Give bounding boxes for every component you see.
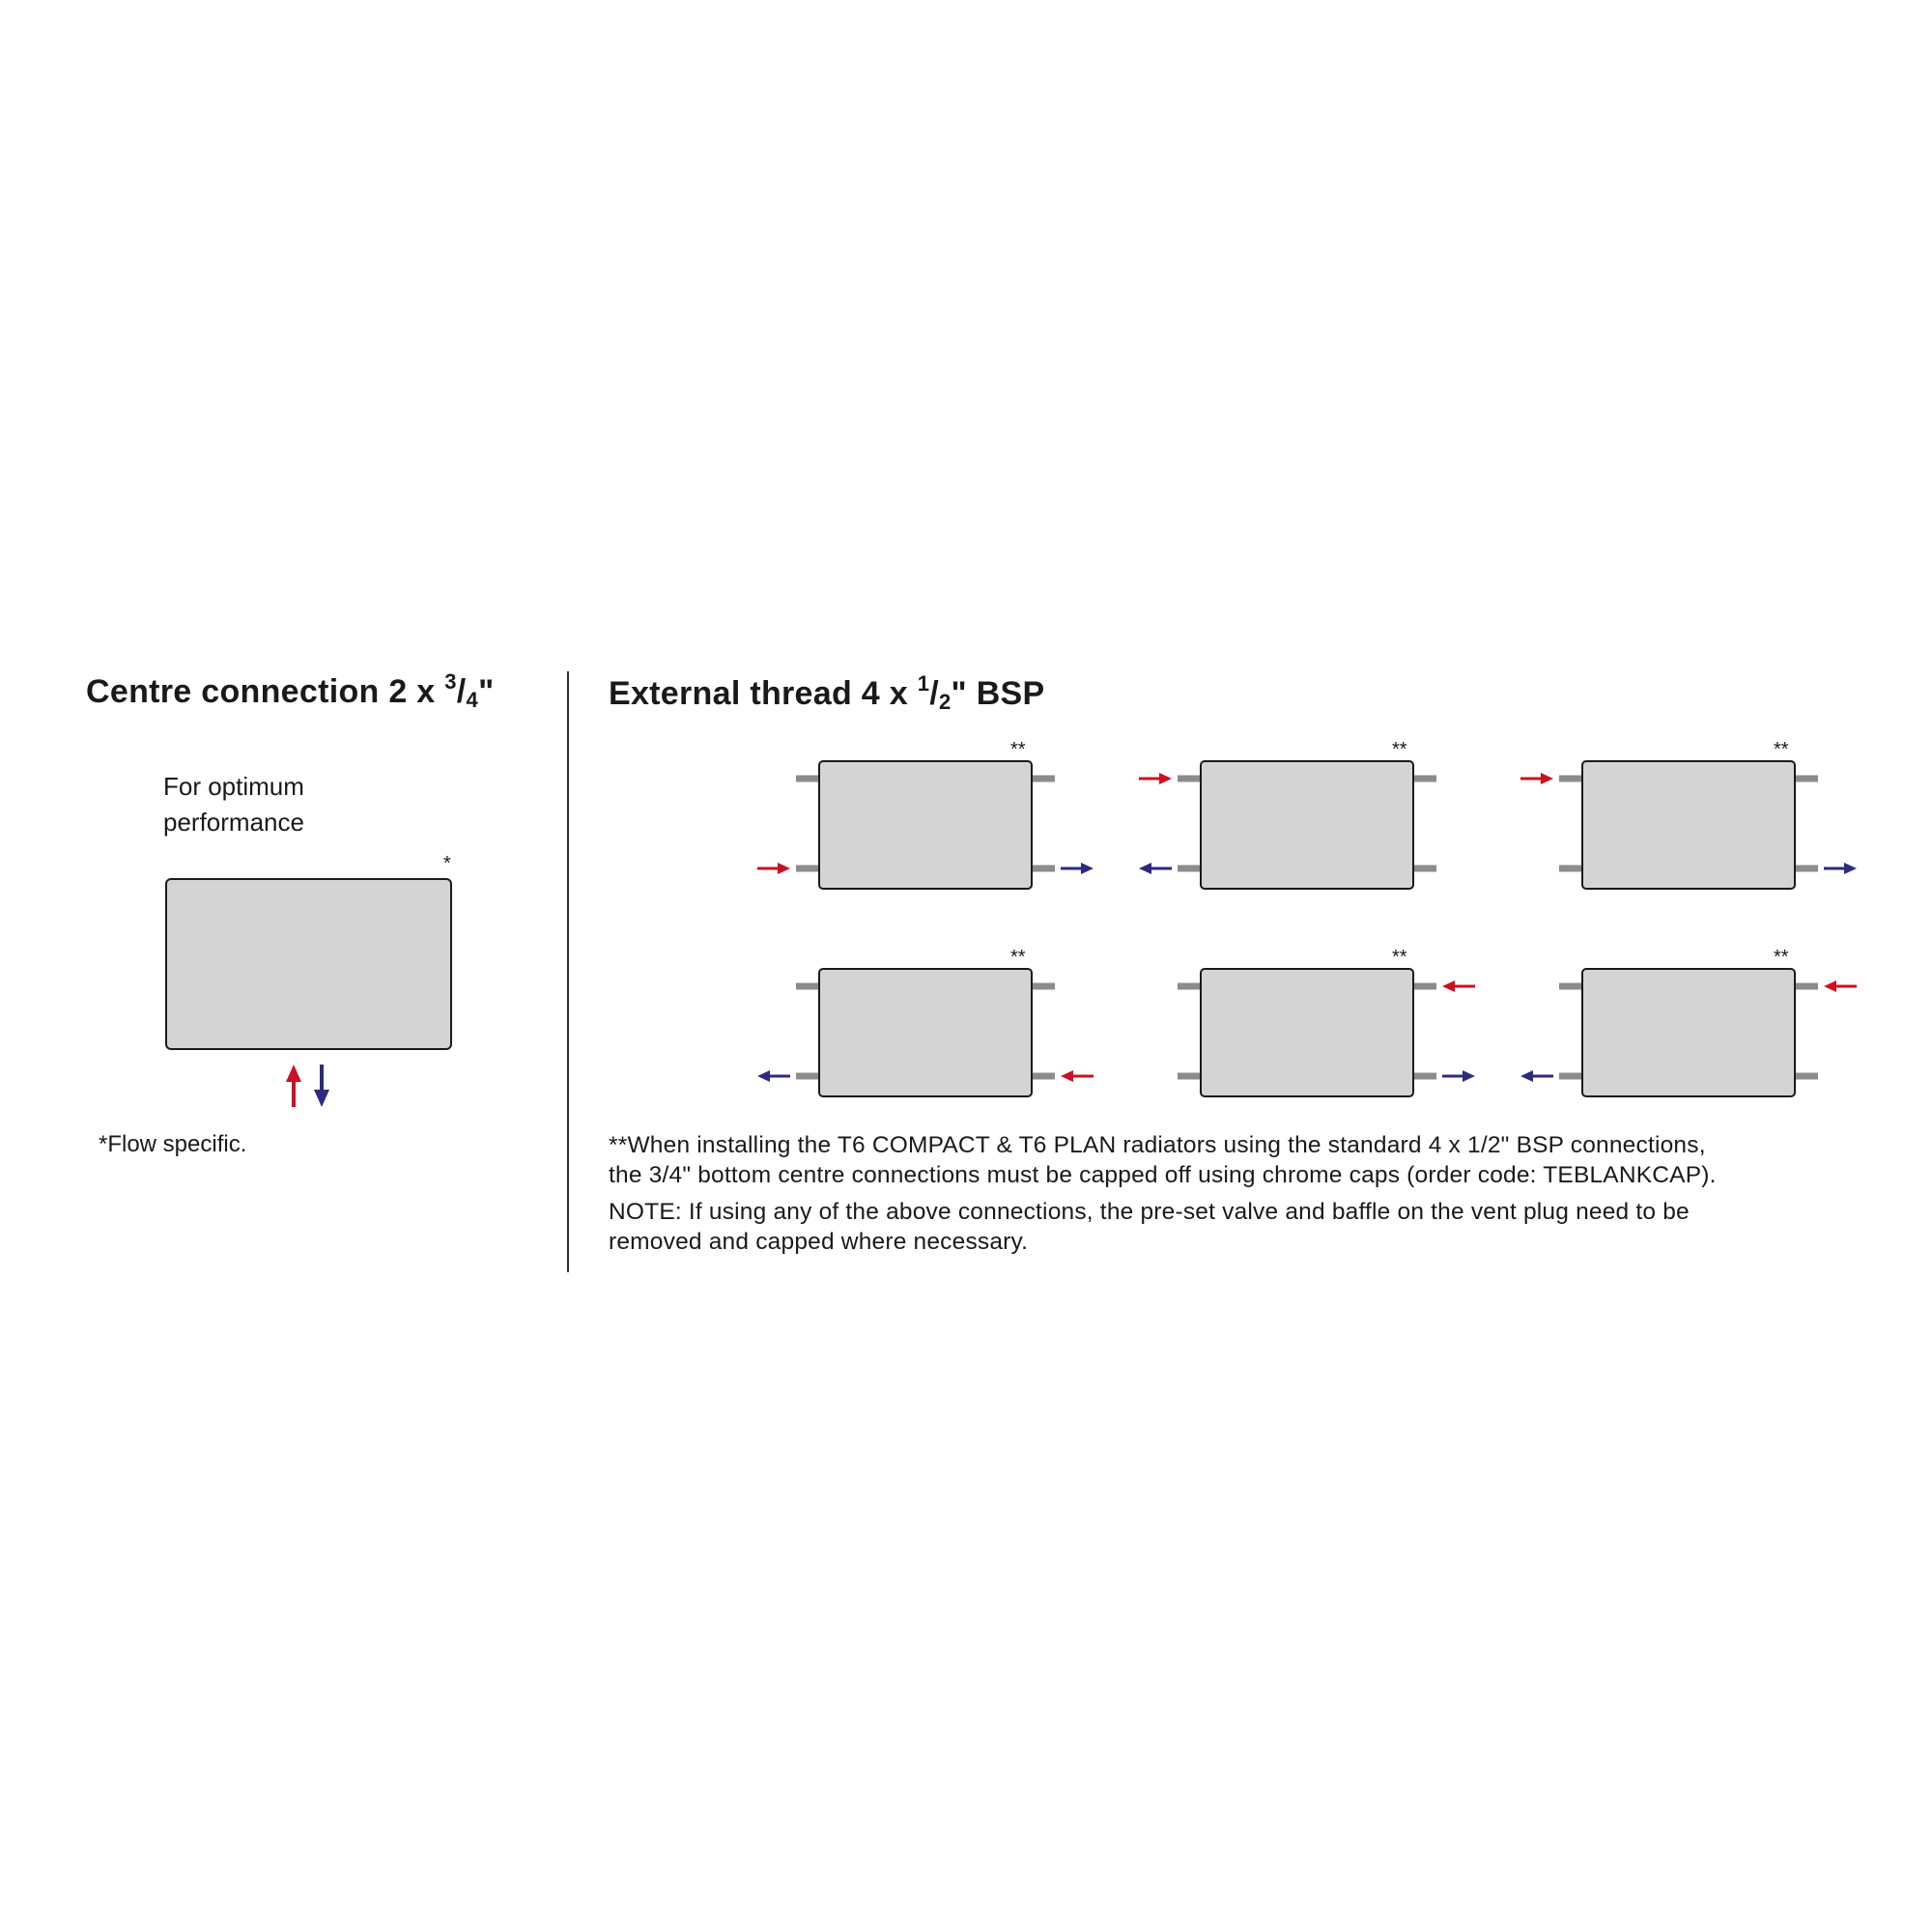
radiator-panel — [1582, 761, 1795, 889]
radiator-asterisk: ** — [1774, 739, 1789, 760]
radiator-diagram-1 — [757, 739, 1094, 889]
external-title-slash: / — [929, 675, 939, 712]
pipe-stub-bottom-right — [1032, 866, 1055, 872]
return-arrow-bottom-left — [1139, 863, 1172, 874]
capping-note — [609, 1130, 1717, 1190]
capping-note-line-1: **When installing the T6 COMPACT & T6 PLAN radiators using the standard 4 x 1/2" BSP connections, — [609, 1132, 1706, 1158]
optimum-line-2: performance — [163, 808, 304, 837]
radiator-diagram-3 — [1520, 739, 1857, 889]
radiator-diagram-2 — [1139, 739, 1436, 889]
external-title-tail: " BSP — [951, 675, 1045, 712]
return-arrow-bottom-left — [757, 1070, 790, 1082]
vent-plug-note-line-1: NOTE: If using any of the above connections, the pre-set valve and baffle on the vent plug need to be — [609, 1199, 1690, 1225]
radiator-asterisk: ** — [1392, 947, 1407, 968]
pipe-stub-top-right — [1413, 983, 1436, 990]
pipe-stub-bottom-right — [1795, 866, 1818, 872]
flow-arrow-bottom-right — [1061, 1070, 1094, 1082]
radiator-panel — [1582, 969, 1795, 1096]
pipe-stub-top-left — [1178, 776, 1201, 782]
centre-title-main: Centre connection 2 x — [86, 673, 445, 710]
pipe-stub-top-left — [1559, 983, 1582, 990]
vent-plug-note-line-2: removed and capped where necessary. — [609, 1229, 1029, 1255]
vent-plug-note — [609, 1197, 1690, 1257]
pipe-stub-top-left — [796, 983, 819, 990]
pipe-stub-top-left — [1178, 983, 1201, 990]
radiator-diagram-5 — [1178, 947, 1475, 1096]
capping-note-line-2: the 3/4" bottom centre connections must be capped off using chrome caps (order code: TEBLANKCAP). — [609, 1162, 1717, 1188]
pipe-stub-top-right — [1032, 776, 1055, 782]
radiator-asterisk: ** — [1774, 947, 1789, 968]
pipe-stub-bottom-right — [1795, 1073, 1818, 1080]
return-arrow-bottom-right — [1824, 863, 1857, 874]
pipe-stub-bottom-right — [1413, 1073, 1436, 1080]
return-arrow-bottom-left — [1520, 1070, 1553, 1082]
radiator-diagram-4 — [757, 947, 1094, 1096]
centre-title-denominator: 4 — [466, 688, 479, 712]
external-title-numerator: 1 — [917, 671, 930, 696]
radiator-panel — [819, 969, 1032, 1096]
pipe-stub-top-right — [1413, 776, 1436, 782]
external-title-denominator: 2 — [938, 690, 952, 714]
centre-asterisk: * — [443, 853, 451, 874]
flow-arrow-top-left — [1139, 773, 1172, 784]
pipe-stub-top-right — [1032, 983, 1055, 990]
flow-arrow-top-right — [1824, 980, 1857, 992]
radiator-diagram-6 — [1520, 947, 1857, 1096]
return-arrow-bottom-right — [1061, 863, 1094, 874]
return-arrow-bottom-right — [1442, 1070, 1475, 1082]
radiator-panel — [1201, 969, 1413, 1096]
pipe-stub-bottom-left — [796, 1073, 819, 1080]
pipe-stub-bottom-right — [1413, 866, 1436, 872]
pipe-stub-bottom-left — [1559, 1073, 1582, 1080]
pipe-stub-bottom-left — [1559, 866, 1582, 872]
flow-arrow-top-right — [1442, 980, 1475, 992]
pipe-stub-bottom-right — [1032, 1073, 1055, 1080]
radiator-panel — [1201, 761, 1413, 889]
pipe-stub-top-left — [1559, 776, 1582, 782]
pipe-stub-bottom-left — [1178, 866, 1201, 872]
pipe-stub-bottom-left — [1178, 1073, 1201, 1080]
optimum-line-1: For optimum — [163, 772, 304, 801]
radiator-asterisk: ** — [1010, 947, 1026, 968]
centre-title-tail: " — [478, 673, 495, 710]
external-title-main: External thread 4 x — [609, 675, 918, 712]
radiator-asterisk: ** — [1392, 739, 1407, 760]
pipe-stub-top-left — [796, 776, 819, 782]
flow-specific-footnote: *Flow specific. — [99, 1131, 247, 1157]
pipe-stub-top-right — [1795, 776, 1818, 782]
radiator-asterisk: ** — [1010, 739, 1026, 760]
radiator-panel — [819, 761, 1032, 889]
pipe-stub-bottom-left — [796, 866, 819, 872]
centre-title-slash: / — [456, 673, 467, 710]
centre-title-numerator: 3 — [444, 669, 457, 694]
flow-arrow-top-left — [1520, 773, 1553, 784]
flow-arrow-bottom-left — [757, 863, 790, 874]
pipe-stub-top-right — [1795, 983, 1818, 990]
